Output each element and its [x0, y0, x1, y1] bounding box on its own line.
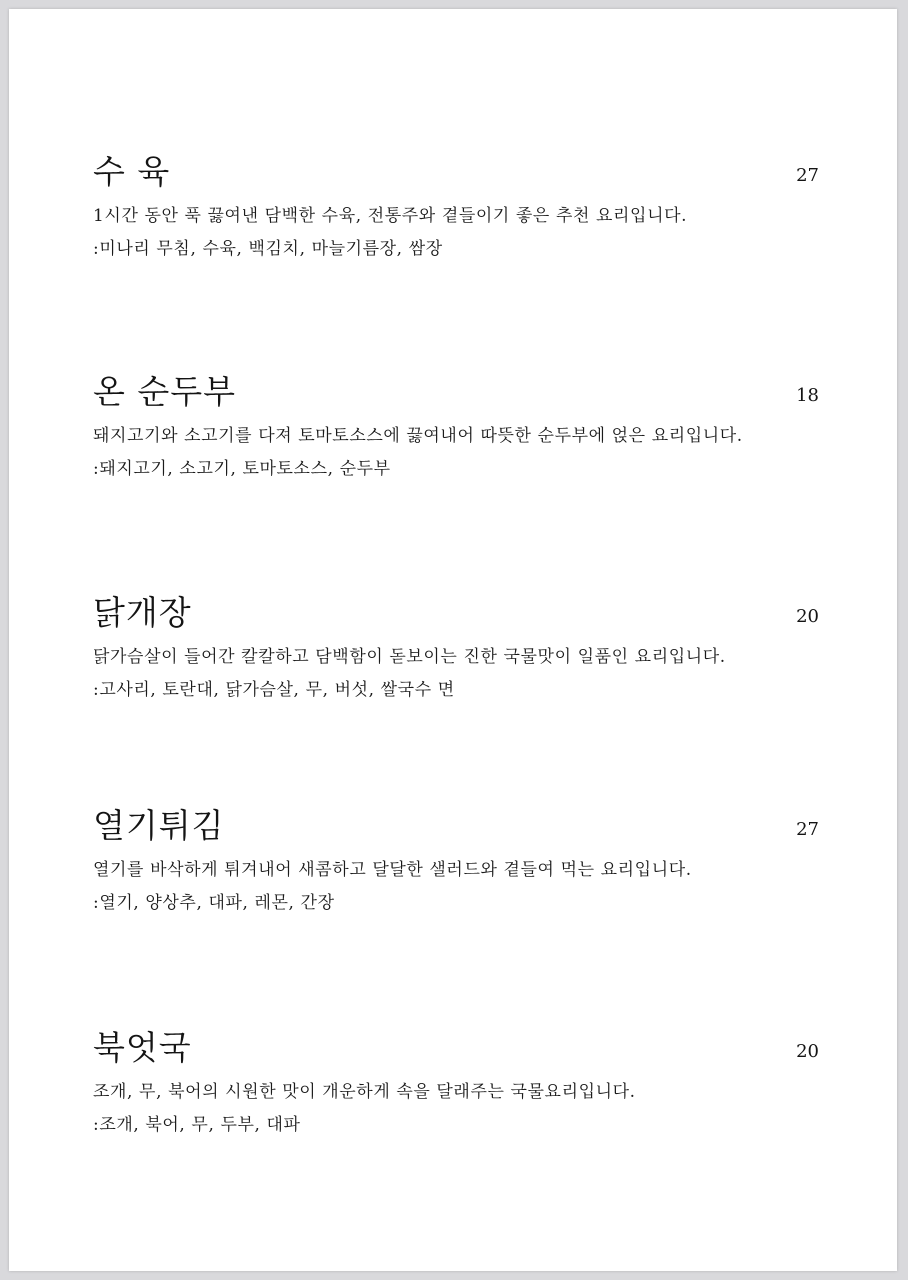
- menu-item-price: 27: [796, 165, 819, 186]
- menu-item-description: 열기를 바삭하게 튀겨내어 새콤하고 달달한 샐러드와 곁들여 먹는 요리입니다.: [93, 860, 692, 880]
- menu-item-ingredients: :고사리, 토란대, 닭가슴살, 무, 버섯, 쌀국수 면: [93, 680, 455, 700]
- menu-item-description: 조개, 무, 북어의 시원한 맛이 개운하게 속을 달래주는 국물요리입니다.: [93, 1082, 636, 1102]
- menu-item-price: 20: [796, 606, 819, 627]
- menu-item-yeolgi-twigim: [93, 806, 821, 920]
- menu-item-description: 1시간 동안 푹 끓여낸 담백한 수육, 전통주와 곁들이기 좋은 추천 요리입니다.: [93, 206, 688, 226]
- menu-page: [9, 9, 897, 1271]
- menu-item-price: 27: [796, 819, 819, 840]
- menu-item-suyuk: [93, 152, 821, 266]
- menu-item-on-sundubu: [93, 372, 821, 486]
- menu-item-header: [93, 152, 821, 200]
- menu-item-header: [93, 1028, 821, 1076]
- menu-item-name: 온 순두부: [93, 372, 237, 411]
- menu-item-header: [93, 593, 821, 641]
- menu-item-price: 18: [796, 385, 819, 406]
- menu-item-name: 닭개장: [93, 593, 192, 632]
- menu-item-ingredients: :조개, 북어, 무, 두부, 대파: [93, 1115, 301, 1135]
- menu-item-dakgaejang: [93, 593, 821, 707]
- menu-item-description: 닭가슴살이 들어간 칼칼하고 담백함이 돋보이는 진한 국물맛이 일품인 요리입니다.: [93, 647, 726, 667]
- menu-item-name: 수 육: [93, 152, 171, 191]
- menu-item-description: 돼지고기와 소고기를 다져 토마토소스에 끓여내어 따뜻한 순두부에 얹은 요리입니다.: [93, 426, 743, 446]
- menu-item-name: 열기튀김: [93, 806, 225, 845]
- menu-item-ingredients: :돼지고기, 소고기, 토마토소스, 순두부: [93, 459, 391, 479]
- menu-item-header: [93, 372, 821, 420]
- menu-item-ingredients: :미나리 무침, 수육, 백김치, 마늘기름장, 쌈장: [93, 239, 443, 259]
- menu-item-price: 20: [796, 1041, 819, 1062]
- menu-item-ingredients: :열기, 양상추, 대파, 레몬, 간장: [93, 893, 335, 913]
- menu-item-name: 북엇국: [93, 1028, 192, 1067]
- menu-item-header: [93, 806, 821, 854]
- menu-item-bugeotguk: [93, 1028, 821, 1142]
